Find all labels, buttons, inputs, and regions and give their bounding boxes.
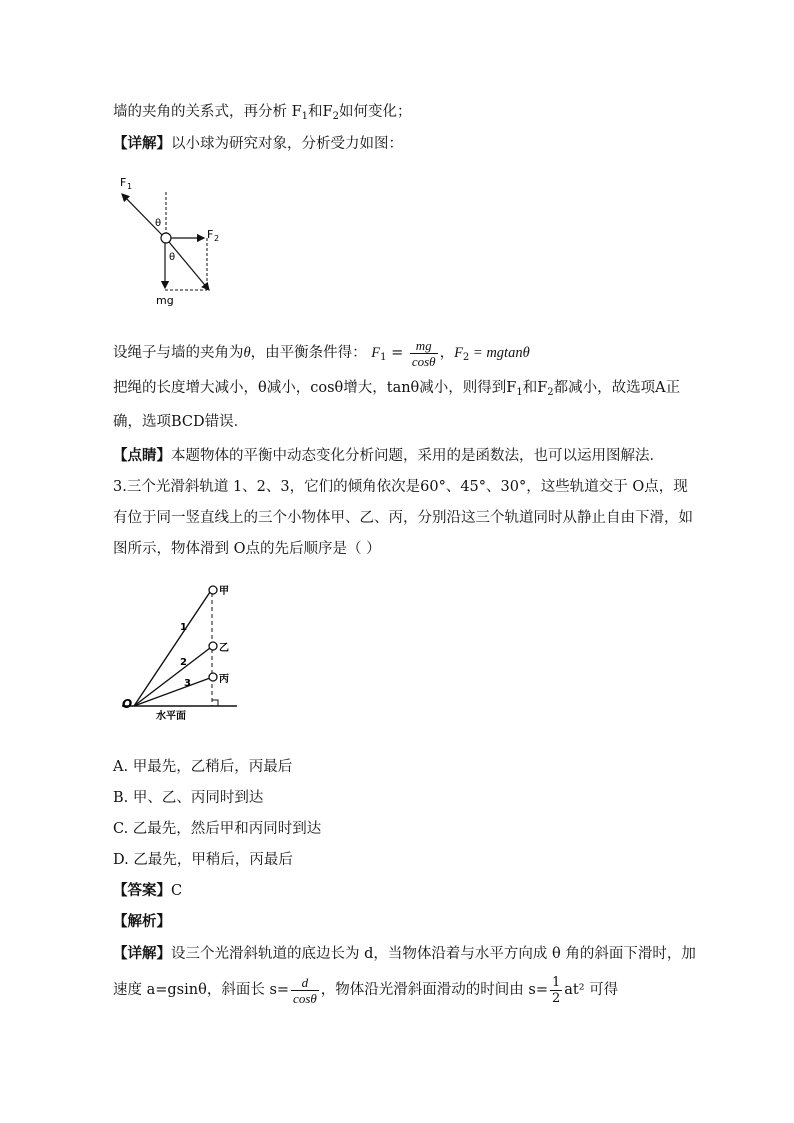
note-line [113, 446, 664, 466]
question-line: 有位于同一竖直线上的三个小物体甲、乙、丙，分别沿这三个轨道同时从静止自由下滑，如 [113, 510, 693, 526]
numerator: d [291, 975, 319, 991]
fraction [410, 338, 438, 369]
text: 本题物体的平衡中动态变化分析问题，采用的是函数法，也可以运用图解法． [171, 448, 664, 464]
explanation-header [113, 134, 403, 154]
f2-rhs: = mgtanθ [469, 345, 530, 361]
f1-arrow [122, 194, 165, 238]
equation-line [113, 336, 530, 375]
denominator: 2 [551, 990, 561, 1006]
text: 和F [522, 380, 548, 396]
label-yi: 乙 [219, 643, 229, 654]
f1-subscript: 1 [127, 182, 133, 191]
tracks-diagram [112, 578, 252, 723]
answer-value: C [171, 883, 183, 899]
subscript: 2 [332, 111, 339, 122]
ball [161, 233, 171, 243]
theta-label: θ [169, 252, 176, 263]
theta-symbol: θ [243, 345, 251, 361]
text: ，由平衡条件得： [250, 345, 367, 361]
f1-label: F [120, 176, 127, 189]
section-tag: 【答案】 [113, 882, 171, 899]
question-line: 图所示，物体滑到 O点的先后顺序是（ ） [113, 541, 381, 557]
equals: = [386, 345, 408, 361]
resultant-arrow [169, 242, 209, 290]
text: at² 可得 [564, 982, 619, 998]
track-1-label: 1 [180, 622, 187, 633]
text: ，物体沿光滑斜面滑动的时间由 s= [320, 982, 548, 998]
ground-label: 水平面 [156, 711, 186, 722]
ball-bing [209, 673, 217, 681]
paragraph-line [113, 378, 680, 403]
denominator: cosθ [411, 353, 436, 369]
track-2 [134, 648, 210, 706]
track-1 [134, 592, 210, 706]
mg-label: mg [156, 294, 174, 307]
text: 设三个光滑斜轨道的底边长为 d，当物体沿着与水平方向成 θ 角的斜面下滑时，加 [171, 946, 696, 962]
text: 和F [308, 104, 333, 120]
text: 都减小，故选项A正 [553, 380, 681, 396]
fraction [291, 975, 319, 1006]
option-a: A. 甲最先，乙稍后，丙最后 [113, 759, 293, 775]
theta-label: θ [155, 218, 162, 229]
detail-line [113, 944, 696, 964]
f2-label: F [207, 228, 214, 241]
text: 速度 a=gsinθ，斜面长 s= [113, 982, 290, 998]
option-d: D. 乙最先，甲稍后，丙最后 [113, 852, 293, 868]
force-diagram [112, 170, 232, 310]
separator: ， [439, 345, 455, 361]
subscript: 2 [547, 387, 554, 398]
denominator: cosθ [293, 990, 317, 1006]
paragraph-line: 确，选项BCD错误． [113, 414, 249, 430]
section-tag: 【详解】 [113, 945, 171, 962]
f2-symbol: F [454, 345, 463, 361]
f1-symbol: F [371, 345, 381, 361]
f2-subscript: 2 [214, 234, 220, 243]
label-jia: 甲 [219, 586, 229, 597]
right-angle-mark [212, 700, 218, 706]
fraction [550, 975, 562, 1006]
subscript: 1 [516, 387, 523, 398]
track-2-label: 2 [180, 657, 187, 668]
formula-line [113, 970, 618, 1010]
text: 把绳的长度增大减小，θ减小，cosθ增大，tanθ减小，则得到F [113, 380, 517, 396]
section-tag: 【详解】 [113, 135, 171, 152]
numerator: mg [410, 338, 438, 354]
point-o-label: O [122, 697, 133, 711]
label-bing: 丙 [219, 674, 229, 685]
subscript: 1 [301, 111, 309, 122]
option-c: C. 乙最先，然后甲和丙同时到达 [113, 821, 322, 837]
track-3-label: 3 [184, 678, 191, 689]
ball-jia [209, 586, 217, 594]
subscript: 2 [462, 352, 470, 363]
ball-yi [209, 642, 217, 650]
text: 以小球为研究对象，分析受力如图： [171, 136, 403, 152]
text: 墙的夹角的关系式，再分析 F [113, 104, 302, 120]
option-b: B. 甲、乙、丙同时到达 [113, 790, 264, 806]
answer-line [113, 881, 182, 901]
numerator: 1 [551, 974, 561, 990]
section-tag: 【点睛】 [113, 447, 171, 464]
text: 设绳子与墙的夹角为 [113, 345, 244, 361]
text: 如何变化； [338, 104, 412, 120]
analysis-header: 【解析】 [113, 913, 171, 930]
track-3 [134, 678, 210, 706]
question-line: 3.三个光滑斜轨道 1、2、3，它们的倾角依次是60°、45°、30°，这些轨道交于 O点，现 [113, 479, 688, 495]
paragraph-line [113, 102, 411, 127]
subscript: 1 [380, 352, 387, 363]
